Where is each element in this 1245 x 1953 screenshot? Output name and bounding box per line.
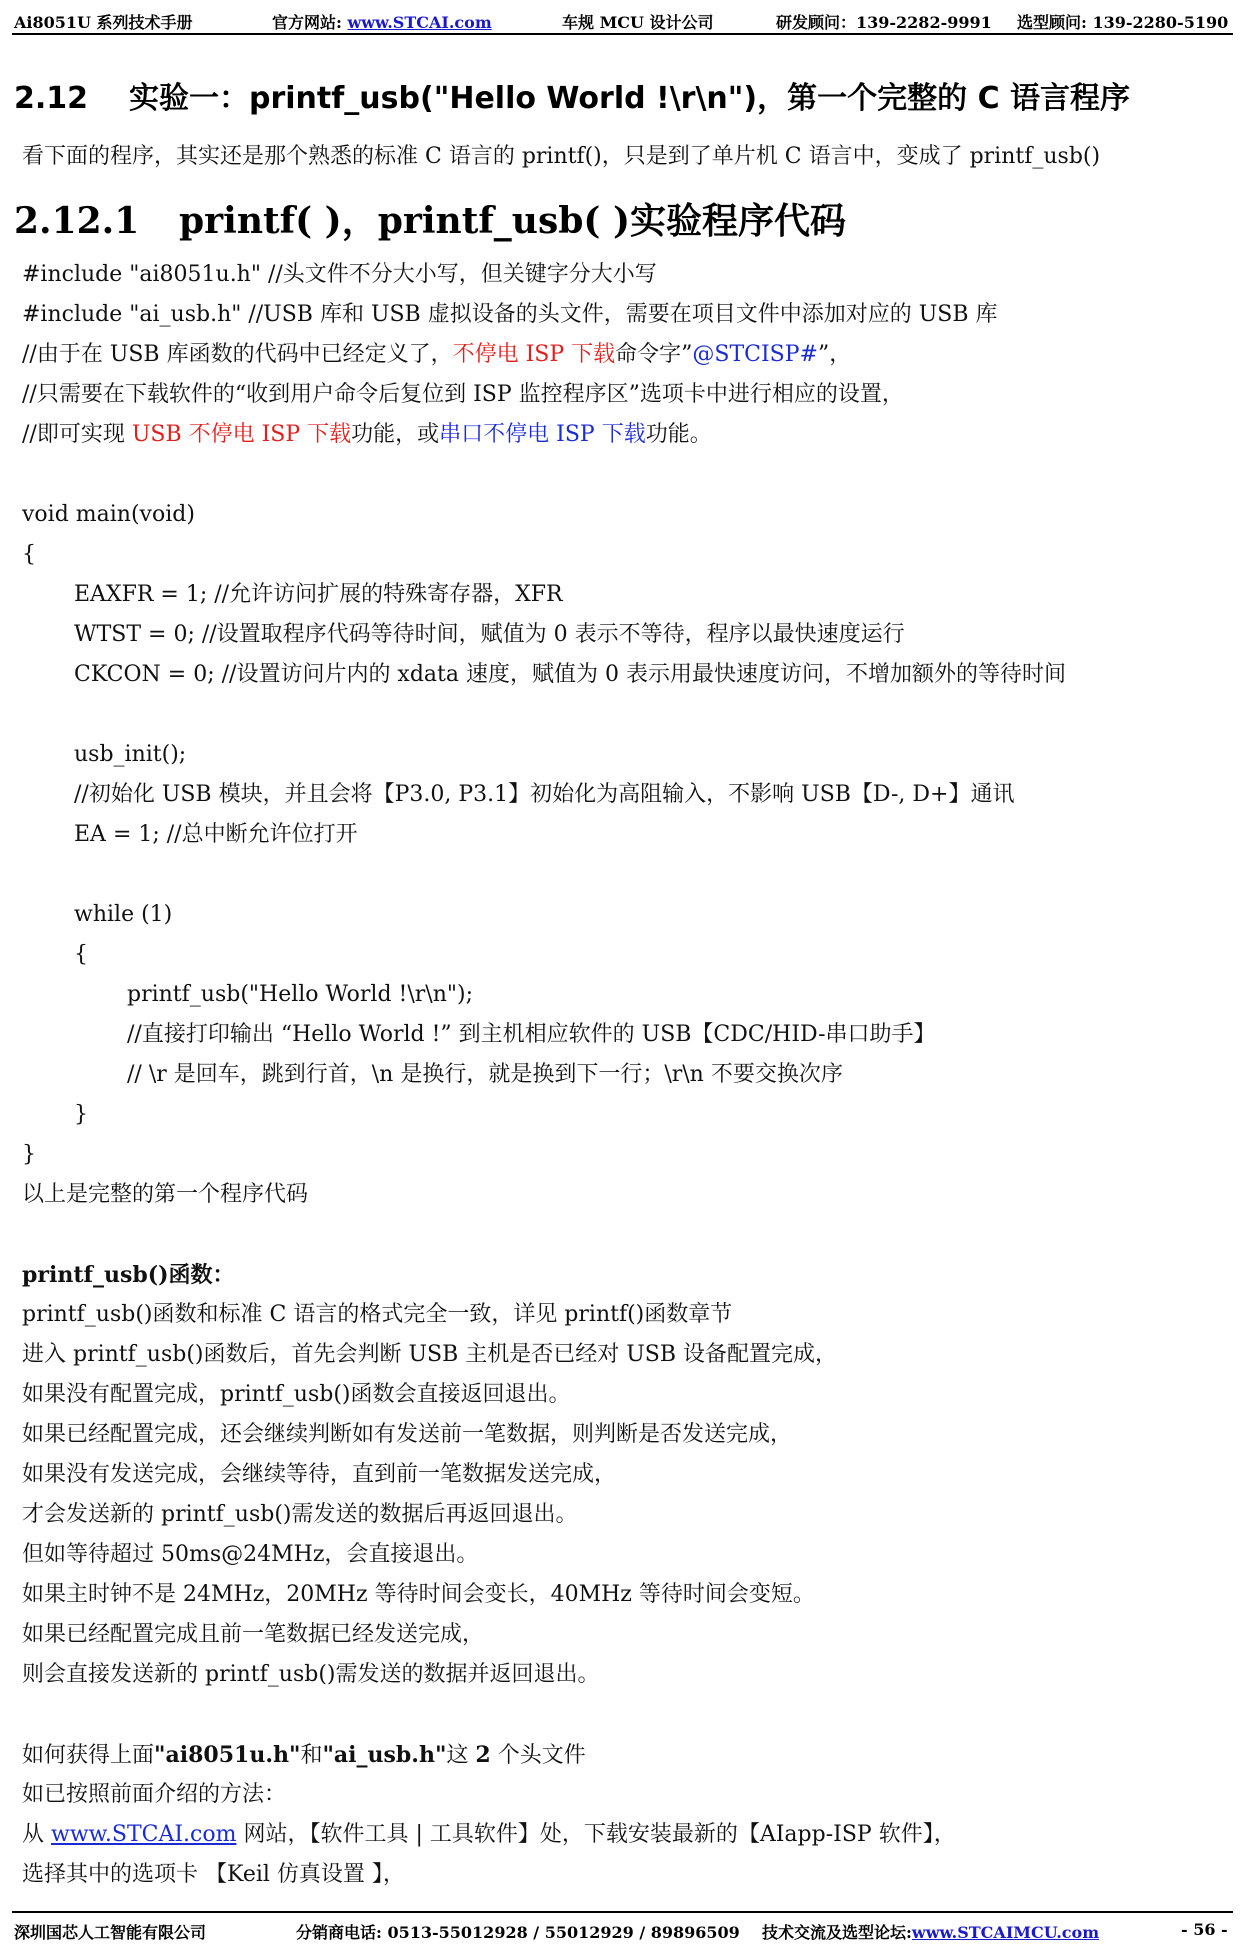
code-text: 功能，或 [351, 422, 440, 447]
code-line-brace-open: { [22, 542, 36, 567]
code-line-while-close: } [74, 1102, 88, 1127]
footer-forum-label: 技术交流及选型论坛: [762, 1923, 912, 1942]
page-footer [14, 1918, 1230, 1944]
code-line-include-1: #include "ai8051u.h" //头文件不分大小写，但关键字分大小写 [22, 262, 657, 287]
header-website [272, 10, 492, 33]
header-website-label: 官方网站: [272, 13, 348, 32]
printf-usb-line: 才会发送新的 printf_usb()需发送的数据后再返回退出。 [22, 1502, 578, 1527]
code-line-while-open: { [74, 942, 88, 967]
printf-usb-line: 如果已经配置完成，还会继续判断如有发送前一笔数据，则判断是否发送完成， [22, 1422, 793, 1447]
code-line-printf: printf_usb("Hello World !\r\n"); [127, 982, 474, 1007]
code-text: //即可实现 [22, 422, 132, 447]
code-line-printf-comment-1: //直接打印输出 “Hello World !” 到主机相应软件的 USB【CDC/HID-串口助手】 [127, 1022, 936, 1047]
printf-usb-heading: printf_usb()函数： [22, 1262, 235, 1288]
howto-file-name: "ai8051u.h" [154, 1742, 301, 1768]
code-text: ”， [817, 342, 852, 367]
code-text: //由于在 USB 库函数的代码中已经定义了， [22, 342, 453, 367]
header-website-link[interactable]: www.STCAI.com [347, 13, 492, 32]
code-line-brace-close: } [22, 1142, 36, 1167]
footer-phone: 分销商电话: 0513-55012928 / 55012929 / 89896509 [296, 1923, 740, 1942]
highlight-red-text: 不停电 ISP 下载 [452, 342, 616, 367]
footer-forum [762, 1920, 1099, 1943]
highlight-blue-text: 串口不停电 ISP 下载 [439, 422, 646, 447]
printf-usb-line: 如果主时钟不是 24MHz，20MHz 等待时间会变长，40MHz 等待时间会变短。 [22, 1582, 815, 1607]
howto-text: 从 [22, 1822, 51, 1847]
highlight-blue-text: @STCISP# [692, 342, 818, 367]
code-line-wtst: WTST = 0; //设置取程序代码等待时间，赋值为 0 表示不等待，程序以最快速度运行 [74, 622, 905, 647]
howto-text: 如何获得上面 [22, 1743, 155, 1768]
code-line-ckcon: CKCON = 0; //设置访问片内的 xdata 速度，赋值为 0 表示用最快速度访问，不增加额外的等待时间 [74, 662, 1066, 687]
howto-text: 个头文件 [490, 1743, 586, 1768]
code-line-main: void main(void) [22, 502, 195, 527]
header-company: 车规 MCU 设计公司 [562, 13, 714, 32]
header-sales-contact: 选型顾问: 139-2280-5190 [1017, 13, 1229, 32]
footer-divider [12, 1911, 1233, 1913]
subsection-heading [14, 193, 846, 244]
section-title: 实验一：printf_usb("Hello World !\r\n")，第一个完整的 C 语言程序 [129, 81, 1131, 116]
section-intro: 看下面的程序，其实还是那个熟悉的标准 C 语言的 printf()，只是到了单片机 C 语言中，变成了 printf_usb() [22, 144, 1101, 169]
howto-text: 这 [446, 1743, 476, 1768]
howto-file-name: "ai_usb.h" [322, 1742, 447, 1768]
howto-line-2 [22, 1820, 956, 1850]
highlight-red-text: USB 不停电 ISP 下载 [131, 422, 352, 447]
code-line-ea: EA = 1; //总中断允许位打开 [74, 822, 358, 847]
subsection-title: printf( )，printf_usb( )实验程序代码 [179, 200, 847, 242]
code-line-printf-comment-2: // \r 是回车，跳到行首，\n 是换行，就是换到下一行；\r\n 不要交换次序 [127, 1062, 843, 1087]
section-number: 2.12 [14, 81, 89, 116]
code-end-note: 以上是完整的第一个程序代码 [22, 1182, 309, 1207]
code-line-comment-5 [22, 420, 712, 450]
printf-usb-line: 如果没有发送完成，会继续等待，直到前一笔数据发送完成， [22, 1462, 617, 1487]
printf-usb-line: 但如等待超过 50ms@24MHz，会直接退出。 [22, 1542, 479, 1567]
howto-line-3: 选择其中的选项卡 【Keil 仿真设置 】， [22, 1862, 405, 1887]
code-line-while: while (1) [74, 902, 173, 927]
howto-count: 2 [475, 1742, 491, 1768]
footer-forum-link[interactable]: www.STCAIMCU.com [911, 1923, 1100, 1942]
header-rd-contact: 研发顾问：139-2282-9991 [776, 13, 992, 32]
printf-usb-line: 进入 printf_usb()函数后，首先会判断 USB 主机是否已经对 USB 设备配置完成， [22, 1342, 838, 1367]
stcai-website-link[interactable]: www.STCAI.com [51, 1822, 237, 1847]
code-line-include-2: #include "ai_usb.h" //USB 库和 USB 虚拟设备的头文件，需要在项目文件中添加对应的 USB 库 [22, 302, 998, 327]
code-text: 功能。 [645, 422, 712, 447]
howto-text: 和 [300, 1743, 323, 1768]
printf-usb-line: 则会直接发送新的 printf_usb()需发送的数据并返回退出。 [22, 1662, 600, 1687]
code-line-usb-init: usb_init(); [74, 742, 187, 767]
section-heading [14, 73, 1130, 117]
page-header [14, 6, 1230, 32]
printf-usb-line: printf_usb()函数和标准 C 语言的格式完全一致，详见 printf()函数章节 [22, 1302, 733, 1327]
code-text: 命令字” [615, 342, 693, 367]
printf-usb-line: 如果已经配置完成且前一笔数据已经发送完成， [22, 1622, 485, 1647]
howto-text: 网站，【软件工具 | 工具软件】处，下载安装最新的【AIapp-ISP 软件】， [236, 1822, 956, 1847]
howto-heading [22, 1740, 586, 1771]
code-line-eaxfr: EAXFR = 1; //允许访问扩展的特殊寄存器，XFR [74, 582, 563, 607]
code-line-comment-3 [22, 340, 851, 370]
code-line-usb-comment: //初始化 USB 模块，并且会将【P3.0, P3.1】初始化为高阻输入，不影响 USB【D-, D+】通讯 [74, 782, 1015, 807]
footer-page-number: - 56 - [1181, 1920, 1228, 1939]
subsection-number: 2.12.1 [14, 200, 140, 242]
footer-company: 深圳国芯人工智能有限公司 [14, 1923, 207, 1942]
code-line-comment-4: //只需要在下载软件的“收到用户命令后复位到 ISP 监控程序区”选项卡中进行相应的设置， [22, 382, 904, 407]
header-manual-title: Ai8051U 系列技术手册 [14, 13, 193, 32]
printf-usb-line: 如果没有配置完成，printf_usb()函数会直接返回退出。 [22, 1382, 571, 1407]
howto-line-1: 如已按照前面介绍的方法： [22, 1782, 287, 1807]
header-divider [12, 33, 1233, 35]
